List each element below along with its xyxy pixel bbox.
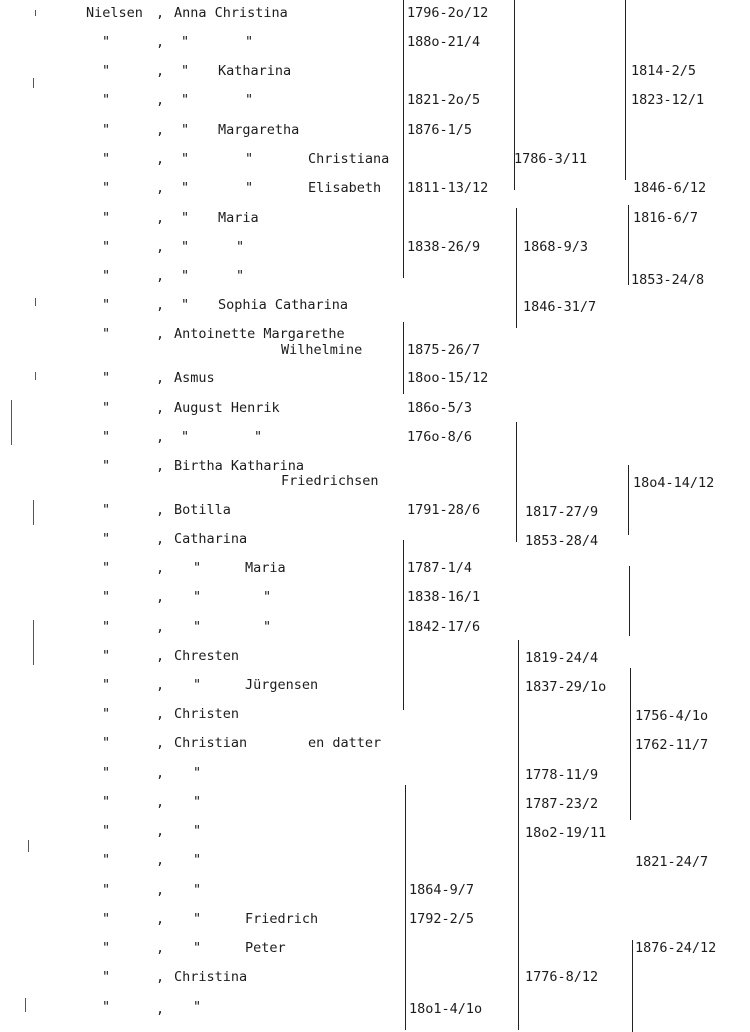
surname: ": [102, 823, 111, 839]
date-col3: 1756-4/1o: [635, 708, 709, 724]
date-col2: 1778-11/9: [525, 767, 599, 783]
date-col3: 1876-24/12: [635, 940, 717, 956]
date-col3: 1821-24/7: [635, 854, 709, 870]
date-col2: 1853-28/4: [525, 533, 599, 549]
given-name-2: Margaretha: [218, 122, 300, 138]
given-name: Catharina: [174, 531, 248, 547]
date-col1: 1842-17/6: [407, 619, 481, 635]
date-col1: 1821-2o/5: [407, 92, 481, 108]
date-col1: 1791-28/6: [407, 502, 481, 518]
date-col2: 1837-29/1o: [525, 679, 607, 695]
column-rule-1: [405, 785, 406, 1030]
given-name: Christina: [174, 969, 248, 985]
given-name: ": [193, 619, 202, 635]
surname: ": [102, 852, 111, 868]
surname: ": [102, 370, 111, 386]
surname: ": [102, 619, 111, 635]
given-name: ": [181, 92, 190, 108]
given-name: ": [181, 63, 190, 79]
surname: ": [102, 34, 111, 50]
given-name: Chresten: [174, 648, 240, 664]
given-name: ": [193, 589, 202, 605]
date-col3: 1853-24/8: [631, 272, 705, 288]
given-name-2: ": [245, 34, 254, 50]
surname: ": [102, 735, 111, 751]
column-rule-3: [632, 940, 633, 1032]
given-name: August Henrik: [174, 400, 280, 416]
separator: ,: [156, 151, 165, 167]
separator: ,: [156, 92, 165, 108]
given-name: ": [181, 429, 190, 445]
date-col3: 1762-11/7: [635, 737, 709, 753]
separator: ,: [156, 502, 165, 518]
date-col1: 1838-26/9: [407, 239, 481, 255]
given-name: ": [181, 210, 190, 226]
given-name: ": [181, 239, 190, 255]
column-rule-3: [629, 566, 630, 636]
given-name: ": [193, 823, 202, 839]
margin-mark: [28, 840, 29, 852]
separator: ,: [156, 210, 165, 226]
date-col2: 1846-31/7: [523, 299, 597, 315]
column-rule-3: [628, 465, 629, 535]
surname: ": [102, 92, 111, 108]
given-name: ": [181, 268, 190, 284]
given-name-2: Katharina: [218, 63, 292, 79]
date-col2: 1776-8/12: [525, 969, 599, 985]
surname: ": [102, 677, 111, 693]
surname: ": [102, 400, 111, 416]
separator: ,: [156, 268, 165, 284]
separator: ,: [156, 297, 165, 313]
given-name: Antoinette Margarethe: [174, 326, 345, 342]
date-col3: 18o4-14/12: [633, 475, 715, 491]
date-col1: 18o1-4/1o: [409, 1001, 483, 1017]
given-name: ": [193, 999, 202, 1015]
surname: ": [102, 122, 111, 138]
given-name-3: Elisabeth: [308, 180, 382, 196]
surname: ": [102, 589, 111, 605]
date-col1: 1875-26/7: [407, 342, 481, 358]
surname: ": [102, 458, 111, 474]
column-rule-2: [516, 208, 517, 328]
surname: ": [102, 531, 111, 547]
given-name-3: en datter: [308, 735, 382, 751]
given-name: Birtha Katharina: [174, 458, 305, 474]
given-name-2: Friedrich: [245, 911, 319, 927]
separator: ,: [156, 911, 165, 927]
given-name: Christen: [174, 706, 240, 722]
date-col2: 1817-27/9: [525, 504, 599, 520]
separator: ,: [156, 735, 165, 751]
surname: ": [102, 560, 111, 576]
given-name-2: ": [245, 92, 254, 108]
given-name-2: ": [245, 180, 254, 196]
given-name-2: Jürgensen: [245, 677, 319, 693]
column-rule-1: [403, 0, 404, 278]
given-name: ": [181, 122, 190, 138]
surname: ": [102, 297, 111, 313]
separator: ,: [156, 239, 165, 255]
separator: ,: [156, 969, 165, 985]
date-col1: 1792-2/5: [409, 911, 475, 927]
given-name: ": [193, 677, 202, 693]
date-col2: 1868-9/3: [523, 239, 589, 255]
surname: ": [102, 210, 111, 226]
separator: ,: [156, 370, 165, 386]
date-col3: 1814-2/5: [631, 63, 697, 79]
surname: ": [102, 999, 111, 1015]
separator: ,: [156, 589, 165, 605]
column-rule-2: [518, 640, 519, 1030]
date-col3: 1846-6/12: [633, 180, 707, 196]
surname: ": [102, 502, 111, 518]
given-name-2: ": [245, 151, 254, 167]
given-name: ": [193, 852, 202, 868]
surname: Nielsen: [86, 5, 143, 21]
date-col1: 1864-9/7: [409, 882, 475, 898]
margin-mark: [35, 298, 36, 306]
given-name: ": [181, 297, 190, 313]
separator: ,: [156, 706, 165, 722]
date-col1: 1876-1/5: [407, 122, 473, 138]
date-col2: 1786-3/11: [514, 151, 588, 167]
given-name-2: Peter: [245, 940, 286, 956]
surname: ": [102, 648, 111, 664]
surname: ": [102, 969, 111, 985]
given-name: ": [193, 765, 202, 781]
given-name-2: ": [263, 589, 272, 605]
separator: ,: [156, 326, 165, 342]
surname: ": [102, 940, 111, 956]
margin-mark: [25, 998, 26, 1012]
surname: ": [102, 151, 111, 167]
date-col1: 1796-2o/12: [407, 5, 489, 21]
column-rule-1: [403, 540, 404, 710]
separator: ,: [156, 560, 165, 576]
surname: ": [102, 882, 111, 898]
given-name-2: Maria: [245, 560, 286, 576]
date-col1: 1787-1/4: [407, 560, 473, 576]
margin-mark: [33, 620, 34, 665]
separator: ,: [156, 5, 165, 21]
margin-mark: [35, 372, 36, 380]
surname: ": [102, 63, 111, 79]
given-name: ": [193, 882, 202, 898]
surname: ": [102, 765, 111, 781]
given-name: Asmus: [174, 370, 215, 386]
margin-mark: [33, 78, 34, 88]
date-col2: 18o2-19/11: [525, 825, 607, 841]
separator: ,: [156, 1001, 165, 1017]
surname: ": [102, 239, 111, 255]
given-name: ": [193, 911, 202, 927]
separator: ,: [156, 531, 165, 547]
separator: ,: [156, 794, 165, 810]
separator: ,: [156, 180, 165, 196]
given-name: Botilla: [174, 502, 231, 518]
surname: ": [102, 268, 111, 284]
given-name-continued: Wilhelmine: [281, 342, 363, 358]
given-name: ": [193, 940, 202, 956]
given-name: Anna Christina: [174, 5, 288, 21]
given-name: ": [181, 180, 190, 196]
separator: ,: [156, 940, 165, 956]
separator: ,: [156, 765, 165, 781]
surname: ": [102, 706, 111, 722]
separator: ,: [156, 823, 165, 839]
separator: ,: [156, 122, 165, 138]
margin-mark: [11, 400, 12, 445]
margin-mark: [35, 10, 36, 16]
separator: ,: [156, 648, 165, 664]
given-name-2: ": [236, 268, 245, 284]
date-col2: 1819-24/4: [525, 650, 599, 666]
surname: ": [102, 429, 111, 445]
separator: ,: [156, 677, 165, 693]
date-col1: 1838-16/1: [407, 589, 481, 605]
separator: ,: [156, 34, 165, 50]
given-name: ": [193, 560, 202, 576]
date-col3: 1816-6/7: [633, 210, 699, 226]
column-rule-2: [516, 422, 517, 542]
given-name-2: Maria: [218, 210, 259, 226]
surname: ": [102, 180, 111, 196]
separator: ,: [156, 619, 165, 635]
column-rule-3: [628, 205, 629, 285]
separator: ,: [156, 882, 165, 898]
given-name-2: ": [263, 619, 272, 635]
margin-mark: [33, 500, 34, 525]
given-name: Christian: [174, 735, 248, 751]
date-col1: 176o-8/6: [407, 429, 473, 445]
date-col2: 1787-23/2: [525, 796, 599, 812]
given-name-continued: Friedrichsen: [281, 473, 379, 489]
separator: ,: [156, 400, 165, 416]
given-name-2: ": [236, 239, 245, 255]
column-rule-3: [630, 668, 631, 820]
given-name-3: Christiana: [308, 151, 390, 167]
surname: ": [102, 794, 111, 810]
date-col1: 188o-21/4: [407, 34, 481, 50]
given-name-2: ": [254, 429, 263, 445]
given-name-2: Sophia Catharina: [218, 297, 349, 313]
column-rule-1: [403, 322, 404, 394]
surname: ": [102, 326, 111, 342]
separator: ,: [156, 429, 165, 445]
given-name: ": [181, 34, 190, 50]
date-col3: 1823-12/1: [631, 92, 705, 108]
surname: ": [102, 911, 111, 927]
separator: ,: [156, 458, 165, 474]
date-col1: 186o-5/3: [407, 400, 473, 416]
column-rule-3: [625, 0, 626, 180]
given-name: ": [181, 151, 190, 167]
separator: ,: [156, 852, 165, 868]
separator: ,: [156, 63, 165, 79]
date-col1: 1811-13/12: [407, 180, 489, 196]
date-col1: 18oo-15/12: [407, 370, 489, 386]
given-name: ": [193, 794, 202, 810]
